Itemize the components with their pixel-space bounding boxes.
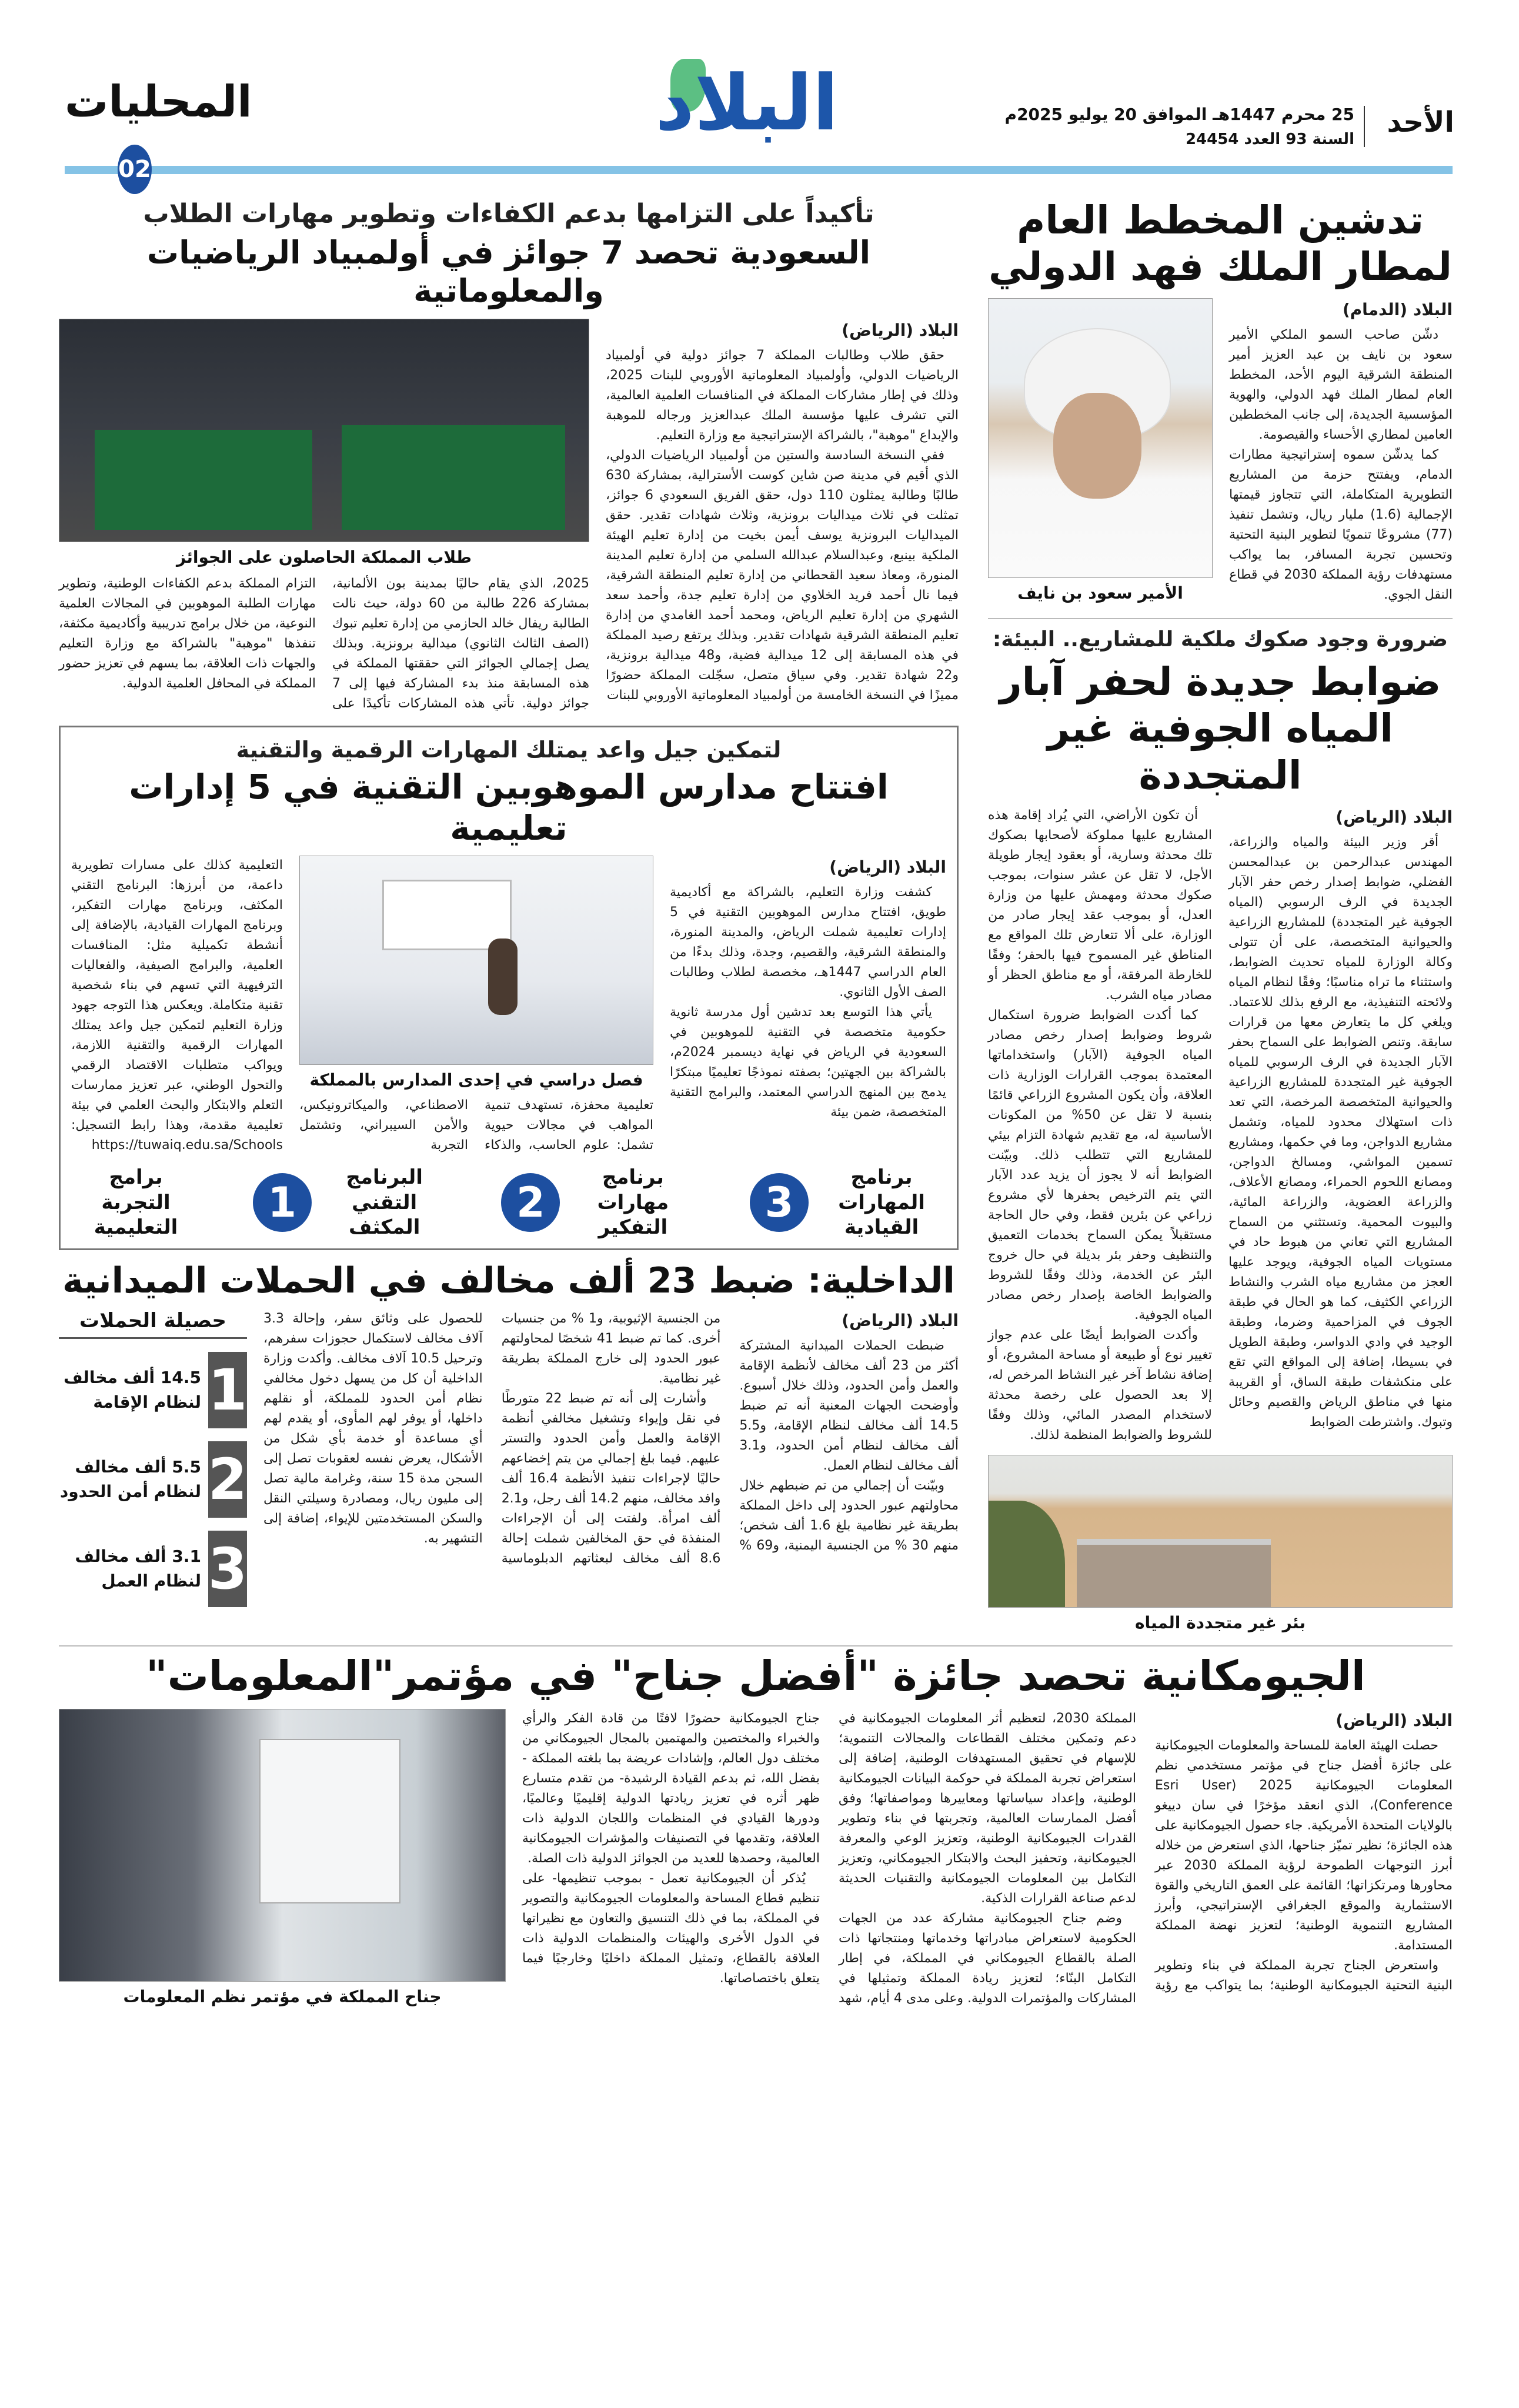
pavilion-photo: [59, 1709, 506, 1982]
paragraph: ضبطت الحملات الميدانية المشتركة أكثر من 23 ألف مخالف لأنظمة الإقامة والعمل وأمن الحدود، وذلك خلال أسبوع. وأوضحت الجهات المعنية أنه تم ضبط 14.5 ألف مخالف لنظام الإقامة، و5.5 ألف مخالف لنظام أمن الحدود، و3.1 ألف مخالف لنظام العمل.: [739, 1338, 959, 1473]
right-column: [988, 197, 1453, 1635]
paragraph: وأكدت الضوابط أيضًا على عدم جواز تغيير نوع أو طبيعة أو مساحة المشروع، أو إضافة نشاط آخر غير النشاط المرخص له، إلا بعد الحصول على رخصة محدثة لاستخدام المصدر المائي، وذلك وفقًا للشروط والضوابط المنظمة لذلك.: [988, 1327, 1212, 1442]
pavilion-caption: جناح المملكة في مؤتمر نظم المعلومات: [123, 1986, 442, 2006]
schools-byline: البلاد (الرياض): [829, 857, 946, 877]
olympiad-byline: البلاد (الرياض): [842, 320, 959, 340]
stat-value: 5.5 ألف مخالف: [75, 1457, 201, 1477]
section-title: المحليات: [65, 76, 252, 127]
program-item: [750, 1165, 946, 1240]
olympiad-body-lower: [59, 574, 589, 714]
stat-number: 2: [208, 1441, 247, 1518]
program-item: [501, 1165, 697, 1240]
program-label: برامج التجربة التعليمية: [94, 1165, 178, 1240]
page-content: [59, 197, 1453, 2009]
geospatial-body: [522, 1709, 1453, 2009]
wells-byline: البلاد (الرياض): [1336, 807, 1453, 827]
stat-value: 14.5 ألف مخالف: [64, 1367, 201, 1387]
schools-row: [71, 856, 946, 1155]
paragraph: واستعرض الجناح تجربة المملكة في بناء وتطوير البنية التحتية الجيومكانية الوطنية؛ بما يتواكب مع رؤية المملكة 2030، لتعظيم أثر المعلومات الجيومكانية في دعم وتمكين مختلف القطاعات والمجالات التنموية؛ للإسهام في تحقيق المستهدفات الوطنية، إضافة إلى استعراض تجربة المملكة في حوكمة البيانات الجيومكانية الوطنية، وإعداد سياساتها ومعاييرها ومواصفاتها؛ وفق أفضل الممارسات العالمية، وتجربتها في بناء وتطوير القدرات الجيومكانية الوطنية، وتعزيز الوعي والمعرفة الجيومكانية، وتحفيز البحث والابتكار الجيومكاني، وتعزيز التكامل بين المعلومات الجيومكانية والتقنيات الحديثة لدعم صناعة القرارات الذكية.: [839, 1711, 1453, 1993]
programs-row: [71, 1165, 946, 1240]
paragraph: كشفت وزارة التعليم، بالشراكة مع أكاديمية طويق، افتتاح مدارس الموهوبين التقنية في 5 إدارات تعليمية شملت الرياض، والمدينة المنورة، والمنطقة الشرقية، والقصيم، وجدة، وذلك بدءًا من العام الدراسي 1447هـ، مخصصة لطلاب وطالبات الصف الأول الثانوي.: [670, 885, 946, 1000]
stat-number: 3: [208, 1531, 247, 1607]
geospatial-byline: البلاد (الرياض): [1336, 1710, 1453, 1730]
olympiad-row: [59, 319, 959, 714]
students-photo: [59, 319, 589, 542]
stat-label: لنظام أمن الحدود: [59, 1481, 201, 1501]
program-label: البرنامج التقني المكثف: [346, 1165, 423, 1240]
paragraph: تعليمية محفزة، تستهدف تنمية المواهب في مجالات حيوية تشمل: علوم الحاسب، والذكاء الاصطناعي، والميكاترونيكس، والأمن السيبراني، وتشتمل التجربة: [299, 1098, 653, 1153]
paragraph: كما أكدت الضوابط ضرورة استكمال شروط وضوابط إصدار رخص مصادر المياه الجوفية (الآبار) واستخداماتها المعتمدة بموجب القرارات الوزارية ذات العلاقة، وأن يكون المشروع الزراعي قائمًا بنسبة لا تقل عن 50% من المكونات الأساسية له، مع تقديم شهادة التزام بيئي للمشاريع التي تتطلب ذلك. وبيّنت الضوابط أنه لا يجوز أن يزيد عدد الآبار التي يتم الترخيص بحفرها لأي مشروع زراعي عن بئرين فقط، وفي حال الحاجة مستقبلاً يمكن السماح بخدمات التعميق والتنظيف وحفر بئر بديلة في حال خروج البئر عن الخدمة، وذلك وفقًا للشروط والضوابط الخاصة بإصدار رخص مصادر المياه الجوفية.: [988, 1007, 1212, 1322]
schools-kicker: لتمكين جيل واعد يمتلك المهارات الرقمية والتقنية: [236, 736, 782, 763]
stats-box: [59, 1309, 247, 1607]
stat-value: 3.1 ألف مخالف: [75, 1546, 201, 1566]
paragraph: يُذكر أن الجيومكانية تعمل - بموجب تنظيمها- على تنظيم قطاع المساحة والمعلومات الجيومكانية والتصوير في المملكة، بما في ذلك التنسيق والتعاون مع نظيراتها في الدول الأخرى والهيئات والمنظمات الدولية ذات العلاقة بالقطاع، وتمثيل المملكة داخليًا وخارجيًا فيما يتعلق باختصاصاتها.: [522, 1871, 820, 1986]
left-column: [59, 197, 959, 1635]
prince-caption: الأمير سعود بن نايف: [1017, 583, 1183, 603]
stats-title: حصيلة الحملات: [59, 1309, 247, 1339]
stat-label: لنظام العمل: [101, 1571, 201, 1591]
geospatial-section: [59, 1645, 1453, 2009]
interior-byline: البلاد (الرياض): [842, 1310, 959, 1330]
olympiad-kicker: تأكيداً على التزامها بدعم الكفاءات وتطوير مهارات الطلاب: [143, 199, 874, 229]
stat-item: [59, 1531, 247, 1607]
program-label: برنامج المهارات القيادية: [838, 1165, 925, 1240]
divider: [1364, 106, 1365, 147]
program-label: برنامج مهارات التفكير: [597, 1165, 669, 1240]
schools-body-right: [670, 856, 946, 1155]
paragraph: يأتي هذا التوسع بعد تدشين أول مدرسة ثانوية حكومية متخصصة في التقنية للموهوبين في السعودية في الرياض في نهاية ديسمبر 2024م، بالشراكة بين الجهتين؛ بصفته نموذجًا تعليميًا مبتكرًا يدمج بين المنهج الدراسي المعتمد، والبرامج التقنية المتخصصة، ضمن بيئة: [670, 1005, 946, 1120]
paragraph: وبيّنت أن إجمالي من تم ضبطهم خلال محاولتهم عبور الحدود إلى داخل المملكة بطريقة غير نظامية بلغ 1.6 ألف شخص؛ منهم 30 % من الجنسية اليمنية، و69 % من الجنسية الإثيوبية، و1 % من جنسيات أخرى. كما تم ضبط 41 شخصًا لمحاولتهم عبور الحدود إلى خارج المملكة بطريقة غير نظامية.: [501, 1311, 959, 1553]
issue-day: الأحد: [1387, 106, 1454, 139]
classroom-photo: [299, 856, 653, 1065]
students-caption: طلاب المملكة الحاصلون على الجوائز: [176, 547, 472, 567]
pavilion-photo-column: [59, 1709, 506, 2009]
logo-text: البلاد: [655, 58, 839, 148]
paragraph: وضم جناح الجيومكانية مشاركة عدد من الجهات الحكومية لاستعراض مبادراتها وخدماتها ومنتجاتها ذات الصلة بالقطاع الجيومكاني في المملكة، في إطار التكامل البنّاء؛ لتعزيز ريادة المملكة وتمثيلها في المشاركات والمؤتمرات الدولية. وعلى مدى 4 أيام، شهد جناح الجيومكانية حضورًا لافتًا من قادة الفكر والرأي والخبراء والمختصين والمهتمين بالمجال الجيومكاني من مختلف دول العالم، وإشادات عريضة بما بلغته المملكة - بفضل الله، ثم بدعم القيادة الرشيدة- من تقدم متسارع ظهر أثره في تعزيز ريادتها الدولية إقليميًا وعالميًا، ودورها القيادي في المنظمات واللجان الدولية ذات العلاقة، وتقدمها في التصنيفات والمؤشرات الجيومكانية العالمية، وحصدها للعديد من الجوائز الدولية ذات الصلة.: [522, 1711, 1136, 2006]
olympiad-body-main: [606, 319, 959, 714]
stat-label: لنظام الإقامة: [93, 1392, 201, 1412]
program-item: [253, 1165, 449, 1240]
geospatial-row: [59, 1709, 1453, 2009]
stat-item: [59, 1352, 247, 1428]
interior-headline: الداخلية: ضبط 23 ألف مخالف في الحملات الميدانية: [62, 1260, 955, 1301]
schools-body-mid: [299, 1096, 653, 1155]
issue-date: 25 محرم 1447هـ الموافق 20 يوليو 2025م: [1004, 105, 1354, 124]
schools-body-left: [71, 856, 283, 1155]
paragraph: أن تكون الأراضي، التي يُراد إقامة هذه المشاريع عليها مملوكة لأصحابها بصكوك تلك محدثة وسارية، أو بعقود إيجار طويلة الأجل، لا تقل عن عشر سنوات، بموجب صكوك محدثة ومهمش عليها من وزارة العدل، أو بموجب عقد إيجار صادر من الوزارة، على ألا تتعارض تلك المواقع مع المناطق غير المسموح فيها بالحفر؛ وفقًا للخارطة المرفقة، أو مع مناطق الحظر أو مصادر مياه الشرب.: [988, 807, 1212, 1003]
top-section: [59, 197, 1453, 1635]
paragraph: ففي النسخة السادسة والستين من أولمبياد الرياضيات الدولي، الذي أقيم في مدينة صن شاين كوست الأسترالية، بمشاركة 630 طالبًا وطالبة يمثلون 110 دول، حقق الفريق السعودي 6 جوائز، تمثلت في ثلاث ميداليات برونزية، وثلاث شهادات تقدير. حقق الميداليات البرونزية يوسف أيمن بخيت من إدارة تعليم الهيئة الملكية بينبع، وعبدالسلام عبدالله السلمي من إدارة تعليم المدينة المنورة، ومعاذ سعيد القحطاني من إدارة تعليم المنطقة الشرقية، فيما نال أحمد فريد الخلاوي من إدارة تعليم جدة، وأحمد سعد الشهري من إدارة تعليم الرياض، ومحمد أحمد الغامدي من إدارة تعليم المنطقة الشرقية شهادات تقدير. وبذلك يرتفع رصيد المملكة في هذه المسابقة إلى 12 ميدالية فضية، و48 ميدالية برونزية، و22 شهادة تقدير. وفي سياق متصل، سجّلت المملكة حضورًا مميزًا في النسخة الخامسة من أولمبياد المعلوماتية الأوروبي للبنات: [606, 447, 959, 703]
page-number-badge: 02: [118, 145, 152, 194]
schools-middle: [299, 856, 653, 1155]
paragraph: دشّن صاحب السمو الملكي الأمير سعود بن نايف بن عبد العزيز أمير المنطقة الشرقية اليوم الأحد، المخطط العام لمطار الملك فهد الدولي، والهوية المؤسسية الجديدة، إلى جانب المخططين العامين لمطاري الأحساء والقيصومة.: [1229, 328, 1453, 443]
paragraph: حصلت الهيئة العامة للمساحة والمعلومات الجيومكانية على جائزة أفضل جناح في مؤتمر مستخدمي نظم المعلومات الجيومكانية 2025 (Esri User Conference)، الذي انعقد مؤخرًا في سان دييغو بالولايات المتحدة الأمريكية. جاء حصول الجيومكانية على هذه الجائزة؛ نظير تميّز جناحها، الذي استعرض من خلاله أبرز التوجهات الطموحة لرؤية المملكة 2030 عبر محاورها ومرتكزاتها؛ القائمة على العمق التاريخي والقوة الاستثمارية والموقع الجغرافي الإستراتيجي، وأبرز المشاريع التنموية الوطنية؛ لتعزيز نهضة المملكة المستدامة.: [1155, 1738, 1453, 1953]
olympiad-photo-column: [59, 319, 589, 714]
well-caption: بئر غير متجددة المياه: [1135, 1612, 1306, 1632]
prince-photo: [988, 298, 1213, 578]
paragraph: أقر وزير البيئة والمياه والزراعة، المهندس عبدالرحمن بن عبدالمحسن الفضلي، ضوابط إصدار رخص حفر الآبار الجديدة في الرف الرسوبي (المياه الجوفية غير المتجددة) للمشاريع الزراعية والحيوانية المتخصصة، على أن تتولى وكالة الوزارة للمياه تحديث الضوابط، واستثناء ما تراه مناسبًا؛ وفقًا لنظام المياه ولائحته التنفيذية، مع الرفع بذلك للاعتماد. ويلغي كل ما يتعارض معها من قرارات سابقة. وتنص الضوابط على السماح بحفر الآبار الجديدة في الرف الرسوبي للمياه الجوفية غير المتجددة للمشاريع الزراعية والحيوانية المتخصصة المرخصة، التي تعد ذات استهلاك محدود للمياه، وتشمل مشاريع الدواجن، وما في حكمها، ومشاريع تسمين المواشي، ومسالخ الدواجن، ومصانع اللحوم الحمراء، ومصانع الأعلاف، والزراعة العضوية، والزراعة المائية، والبيوت المحمية. وتستثني من السماح المشاريع التي تعاني من هبوط حاد في مستويات المياه الجوفية، ويوجد عليها العجز من مشاريع مياه الشرب والنشاط الزراعي الكثيف، كما هو الحال في طبقة الجوف في المزاحمية وضرما، وطبقة الوجيد في وادي الدواسر، وطبقة الطويل في بسيطا، إضافة إلى المواقع التي تقع على منكشفات طبقة الساق، أو القريبة منها في مناطق الرياض والقصيم وحائل وتبوك. واشترطت الضوابط: [1228, 834, 1453, 1430]
program-number: 3: [750, 1173, 809, 1232]
paragraph: وأشارت إلى أنه تم ضبط 22 متورطًا في نقل وإيواء وتشغيل مخالفي أنظمة الإقامة والعمل وأمن الحدود والتستر عليهم. فيما بلغ إجمالي من يتم إخضاعهم حاليًا لإجراءات تنفيذ الأنظمة 16.4 ألف وافد مخالف، منهم 14.2 ألف رجل، و2.1 ألف امرأة. ولفتت إلى أن الإجراءات المنفذة في حق المخالفين شملت إحالة 8.6 ألف مخالف لبعثاتهم الدبلوماسية للحصول على وثائق سفر، وإحالة 3.3 آلاف مخالف لاستكمال حجوزات سفرهم، وترحيل 10.5 آلاف مخالف. وأكدت وزارة الداخلية أن كل من يسهل دخول مخالفي نظام أمن الحدود للمملكة، أو نقلهم داخلها، أو يوفر لهم المأوى، أو يقدم لهم أي مساعدة أو خدمة بأي شكل من الأشكال، يعرض نفسه لعقوبات تصل إلى السجن مدة 15 سنة، وغرامة مالية تصل إلى مليون ريال، ومصادرة وسيلتي النقل والسكن المستخدمتين للإيواء، إضافة إلى التشهير به.: [263, 1311, 721, 1566]
wells-body: [988, 806, 1453, 1445]
program-item: [71, 1165, 201, 1240]
airport-row: [988, 298, 1453, 605]
classroom-caption: فصل دراسي في إحدى المدارس بالمملكة: [309, 1070, 643, 1090]
schools-headline: افتتاح مدارس الموهوبين التقنية في 5 إدارات تعليمية: [129, 767, 889, 848]
paragraph: حقق طلاب وطالبات المملكة 7 جوائز دولية في أولمبياد الرياضيات الدولي، وأولمبياد المعلوماتية الأوروبي للبنات 2025، وذلك في إطار مشاركات المملكة في المنافسات العلمية العالمية، التي تشرف عليها مؤسسة الملك عبدالعزيز ورجاله للموهبة والإبداع "موهبة"، بالشراكة الإستراتيجية مع وزارة التعليم.: [606, 348, 959, 443]
paragraph: 2025، الذي يقام حاليًا بمدينة بون الألمانية، بمشاركة 226 طالبة من 60 دولة، حيث نالت الطالبة ريفال خالد الحازمي من إدارة تعليم تبوك (الصف الثالث الثانوي) ميدالية برونزية. وبذلك يصل إجمالي الجوائز التي حققتها المملكة في هذه المسابقة منذ بدء المشاركة فيها إلى 7 جوائز دولية. تأتي هذه المشاركات تأكيدًا على التزام المملكة بدعم الكفاءات الوطنية، وتطوير مهارات الطلبة الموهوبين في المجالات العلمية النوعية، من خلال برامج تدريبية وأكاديمية مكثفة، تنفذها "موهبة" بالشراكة مع وزارة التعليم والجهات ذات العلاقة، بما يسهم في تعزيز حضور المملكة في المحافل العلمية الدولية.: [59, 576, 589, 711]
issue-number: السنة 93 العدد 24454: [1185, 131, 1354, 148]
airport-body: [1229, 298, 1453, 605]
schools-box: [59, 726, 959, 1250]
paragraph: التعليمية كذلك على مسارات تطويرية داعمة، من أبرزها: البرنامج التقني المكثف، وبرنامج مهارات التفكير، وبرنامج المهارات القيادية، بالإضافة إلى أنشطة تكميلية مثل: المنافسات العلمية، والبرامج الصيفية، والفعاليات الترفيهية التي تسهم في بناء شخصية تقنية متكاملة. ويعكس هذا التوجه جهود وزارة التعليم لتمكين جيل واعد يمتلك المهارات الرقمية والتقنية اللازمة، ويواكب متطلبات الاقتصاد الرقمي والتحول الوطني، عبر تعزيز ممارسات التعلم والابتكار والبحث العلمي في بيئة تعليمية مقدمة، وهذا رابط التسجيل: https://tuwaiq.edu.sa/Schools: [71, 858, 283, 1153]
paragraph: كما يدشّن سموه إستراتيجية مطارات الدمام، ويفتتح حزمة من المشاريع التطويرية المتكاملة، التي تتجاوز قيمتها الإجمالية (1.6) مليار ريال، وتشمل تنفيذ (77) مشروعًا تنمويًا لتطوير البنية التحتية وتحسين تجربة المسافر، بما يواكب مستهدفات رؤية المملكة 2030 في قطاع النقل الجوي.: [1229, 447, 1453, 603]
program-number: 1: [253, 1173, 312, 1232]
olympiad-headline: السعودية تحصد 7 جوائز في أولمبياد الرياضيات والمعلوماتية: [146, 234, 871, 309]
airport-headline: تدشين المخطط العام لمطار الملك فهد الدولي: [988, 198, 1453, 290]
masthead-logo: [647, 47, 847, 159]
prince-photo-column: [988, 298, 1213, 605]
well-photo: [988, 1455, 1453, 1608]
geospatial-headline: الجيومكانية تحصد جائزة "أفضل جناح" في مؤتمر"المعلومات": [146, 1651, 1366, 1700]
wells-kicker: ضرورة وجود صكوك ملكية للمشاريع.. البيئة:: [988, 618, 1453, 654]
interior-body: [263, 1309, 959, 1607]
program-number: 2: [501, 1173, 560, 1232]
wells-headline: ضوابط جديدة لحفر آبار المياه الجوفية غير المتجددة: [999, 659, 1441, 798]
stat-item: [59, 1441, 247, 1518]
stat-number: 1: [208, 1352, 247, 1428]
interior-row: [59, 1309, 959, 1607]
airport-byline: البلاد (الدمام): [1342, 300, 1453, 320]
header-rule: [65, 166, 1453, 174]
